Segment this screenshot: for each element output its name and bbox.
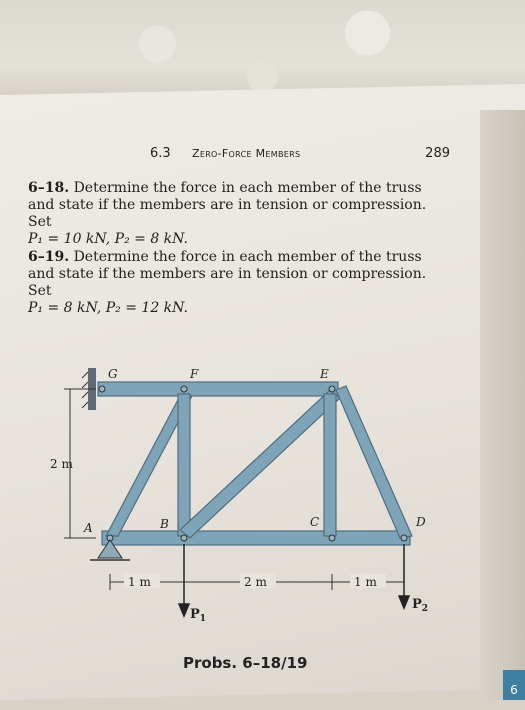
dimension-span-2: 2 m [244, 575, 267, 589]
page-number: 289 [425, 146, 450, 161]
problem-line1: Determine the force in each member of the truss [73, 249, 422, 265]
problem-number: 6–19. [28, 249, 70, 265]
pin-f [181, 386, 187, 392]
section-title: Zero-Force Members [192, 147, 301, 160]
load-label-p2: $P_2$ [412, 597, 429, 614]
pin-g [99, 386, 105, 392]
member-de [336, 386, 412, 538]
page-edge [480, 110, 525, 700]
joint-label-d: D [416, 515, 426, 529]
joint-label-e: E [320, 367, 329, 381]
pin-d [401, 535, 407, 541]
joint-label-c: C [310, 515, 320, 529]
member-bf [178, 394, 190, 536]
section-number: 6.3 [150, 146, 171, 161]
joint-label-a: A [84, 521, 93, 535]
problem-line3: P₁ = 10 kN, P₂ = 8 kN. [28, 231, 188, 247]
problem-line2: and state if the members are in tension or compression. Set [28, 266, 427, 299]
problem-6-18 [28, 180, 448, 248]
dimension-height: 2 m [50, 457, 73, 471]
pin-b [181, 535, 187, 541]
problem-line1: Determine the force in each member of the truss [73, 180, 422, 196]
member-ce [324, 394, 336, 536]
joint-label-g: G [108, 367, 118, 381]
problem-number: 6–18. [28, 180, 70, 196]
joint-label-f: F [190, 367, 199, 381]
figure-caption: Probs. 6–18/19 [183, 654, 308, 672]
member-ad [102, 531, 410, 545]
chapter-tab: 6 [503, 670, 525, 700]
pin-e [329, 386, 335, 392]
joint-label-b: B [160, 517, 169, 531]
problem-line3: P₁ = 8 kN, P₂ = 12 kN. [28, 300, 188, 316]
problem-line2: and state if the members are in tension or compression. Set [28, 197, 427, 230]
pin-c [329, 535, 335, 541]
wall-hatch [82, 372, 88, 408]
dimension-span-1: 1 m [128, 575, 151, 589]
truss-figure [40, 360, 460, 630]
page-header [150, 146, 450, 166]
dimension-span-3: 1 m [354, 575, 377, 589]
problem-6-19 [28, 249, 448, 317]
load-label-p1: $P_1$ [190, 607, 207, 624]
member-ge [98, 382, 338, 396]
